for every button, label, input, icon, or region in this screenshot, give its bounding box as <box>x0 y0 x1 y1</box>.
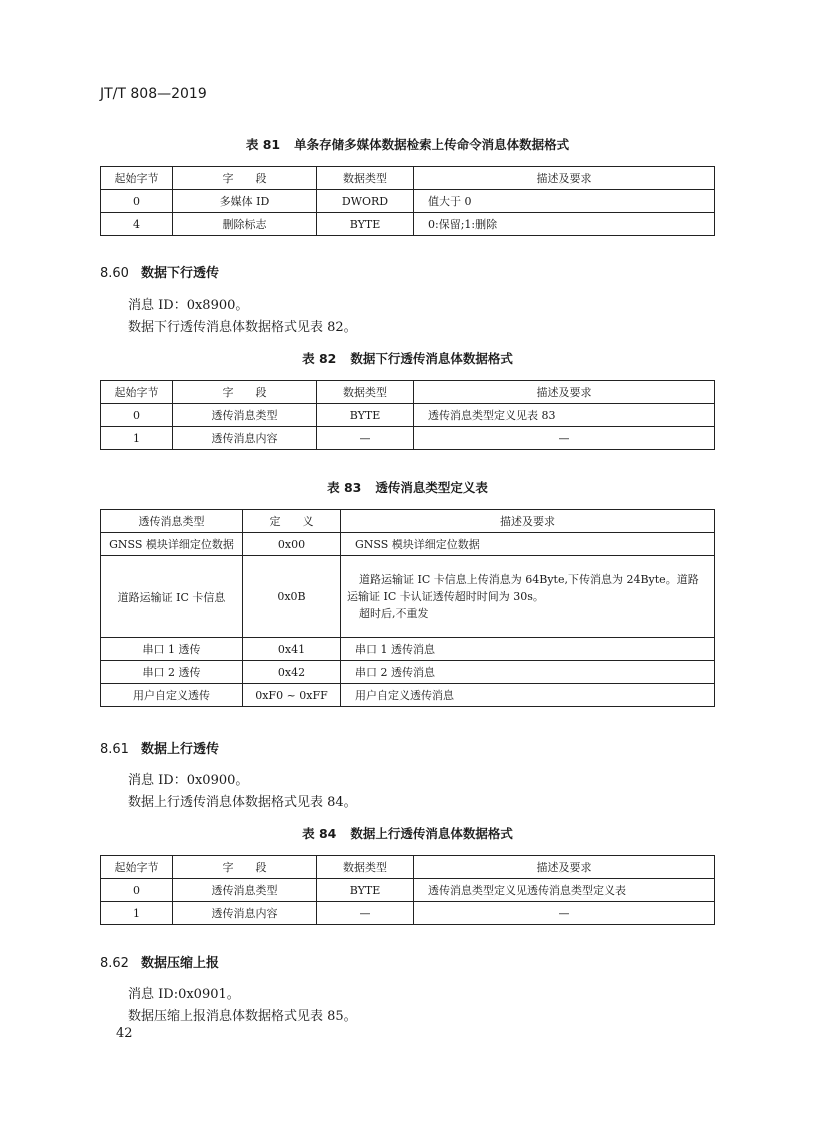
table-cell: 串口 1 透传 <box>101 638 243 661</box>
table-title: 数据下行透传消息体数据格式 <box>350 351 513 366</box>
column-header: 数据类型 <box>317 167 414 190</box>
description-line: 道路运输证 IC 卡信息上传消息为 64Byte,下传消息为 24Byte。道路运输证 IC 卡认证透传超时时间为 30s。 <box>347 573 699 603</box>
table-cell: 透传消息类型 <box>173 879 317 902</box>
table-cell: 0xF0 ~ 0xFF <box>243 684 341 707</box>
column-header: 透传消息类型 <box>101 510 243 533</box>
table-84-caption <box>100 824 715 842</box>
table-cell: 0x0B <box>243 556 341 638</box>
table-cell: 串口 1 透传消息 <box>341 638 715 661</box>
table-row <box>101 684 715 707</box>
table-row <box>101 404 715 427</box>
table-title: 单条存储多媒体数据检索上传命令消息体数据格式 <box>294 137 570 152</box>
column-header: 字 段 <box>173 856 317 879</box>
column-header: 描述及要求 <box>414 167 715 190</box>
table-cell: 0:保留;1:删除 <box>414 213 715 236</box>
table-cell: — <box>317 427 414 450</box>
section-number: 8.61 <box>100 742 129 757</box>
table-row <box>101 556 715 638</box>
column-header: 起始字节 <box>101 381 173 404</box>
paragraph: 消息 ID：0x0900。 <box>128 773 249 788</box>
paragraph: 数据压缩上报消息体数据格式见表 85。 <box>128 1009 357 1024</box>
table-cell: 0 <box>101 190 173 213</box>
table-cell: 0x00 <box>243 533 341 556</box>
table-cell: 串口 2 透传 <box>101 661 243 684</box>
table-number: 表 83 <box>327 480 362 495</box>
table-header-row <box>101 381 715 404</box>
paragraph: 消息 ID:0x0901。 <box>128 987 240 1002</box>
table-cell: BYTE <box>317 213 414 236</box>
column-header: 字 段 <box>173 381 317 404</box>
table-cell: — <box>414 427 715 450</box>
table-cell: 删除标志 <box>173 213 317 236</box>
table-cell: BYTE <box>317 879 414 902</box>
table-row <box>101 533 715 556</box>
table-header-row <box>101 510 715 533</box>
table-82-caption <box>100 349 715 367</box>
table-row <box>101 661 715 684</box>
table-row <box>101 213 715 236</box>
table-title: 数据上行透传消息体数据格式 <box>350 826 513 841</box>
table-row <box>101 638 715 661</box>
table-81-caption <box>100 135 715 153</box>
table-cell: 透传消息内容 <box>173 427 317 450</box>
table-cell: BYTE <box>317 404 414 427</box>
table-cell: 透传消息类型定义见透传消息类型定义表 <box>414 879 715 902</box>
section-title: 数据下行透传 <box>140 266 219 281</box>
column-header: 数据类型 <box>317 856 414 879</box>
table-row <box>101 879 715 902</box>
table-cell-multiline <box>341 556 715 638</box>
table-header-row <box>101 856 715 879</box>
table-cell: 多媒体 ID <box>173 190 317 213</box>
section-8-60-heading <box>100 262 219 281</box>
table-cell: 透传消息类型 <box>173 404 317 427</box>
column-header: 起始字节 <box>101 167 173 190</box>
column-header: 描述及要求 <box>341 510 715 533</box>
table-cell: 1 <box>101 427 173 450</box>
table-81 <box>100 166 715 236</box>
section-number: 8.60 <box>100 266 129 281</box>
table-row <box>101 190 715 213</box>
table-cell: — <box>317 902 414 925</box>
table-cell: 透传消息类型定义见表 83 <box>414 404 715 427</box>
column-header: 定 义 <box>243 510 341 533</box>
table-cell: 0 <box>101 879 173 902</box>
page-number: 42 <box>116 1026 133 1041</box>
standard-header: JT/T 808—2019 <box>100 86 207 102</box>
paragraph: 消息 ID：0x8900。 <box>128 298 249 313</box>
table-cell: 用户自定义透传 <box>101 684 243 707</box>
table-84 <box>100 855 715 925</box>
table-cell: 0 <box>101 404 173 427</box>
table-cell: 1 <box>101 902 173 925</box>
table-number: 表 82 <box>302 351 337 366</box>
column-header: 描述及要求 <box>414 381 715 404</box>
column-header: 数据类型 <box>317 381 414 404</box>
table-cell: DWORD <box>317 190 414 213</box>
table-row <box>101 902 715 925</box>
section-8-61-heading <box>100 738 219 757</box>
table-cell: 值大于 0 <box>414 190 715 213</box>
table-number: 表 84 <box>302 826 337 841</box>
table-cell: 串口 2 透传消息 <box>341 661 715 684</box>
table-cell: 4 <box>101 213 173 236</box>
table-cell: — <box>414 902 715 925</box>
section-title: 数据压缩上报 <box>140 956 219 971</box>
table-cell: 0x42 <box>243 661 341 684</box>
table-title: 透传消息类型定义表 <box>375 480 488 495</box>
table-cell: 道路运输证 IC 卡信息 <box>101 556 243 638</box>
column-header: 描述及要求 <box>414 856 715 879</box>
table-cell: 透传消息内容 <box>173 902 317 925</box>
table-cell: GNSS 模块详细定位数据 <box>101 533 243 556</box>
description-line: 超时后,不重发 <box>359 607 429 620</box>
paragraph: 数据上行透传消息体数据格式见表 84。 <box>128 795 357 810</box>
table-cell: GNSS 模块详细定位数据 <box>341 533 715 556</box>
table-82 <box>100 380 715 450</box>
table-header-row <box>101 167 715 190</box>
section-8-62-heading <box>100 952 219 971</box>
section-title: 数据上行透传 <box>140 742 219 757</box>
paragraph: 数据下行透传消息体数据格式见表 82。 <box>128 320 357 335</box>
section-number: 8.62 <box>100 956 129 971</box>
table-row <box>101 427 715 450</box>
table-number: 表 81 <box>245 137 281 152</box>
table-cell: 用户自定义透传消息 <box>341 684 715 707</box>
table-cell: 0x41 <box>243 638 341 661</box>
column-header: 字 段 <box>173 167 317 190</box>
table-83 <box>100 509 715 707</box>
column-header: 起始字节 <box>101 856 173 879</box>
table-83-caption <box>100 478 715 496</box>
